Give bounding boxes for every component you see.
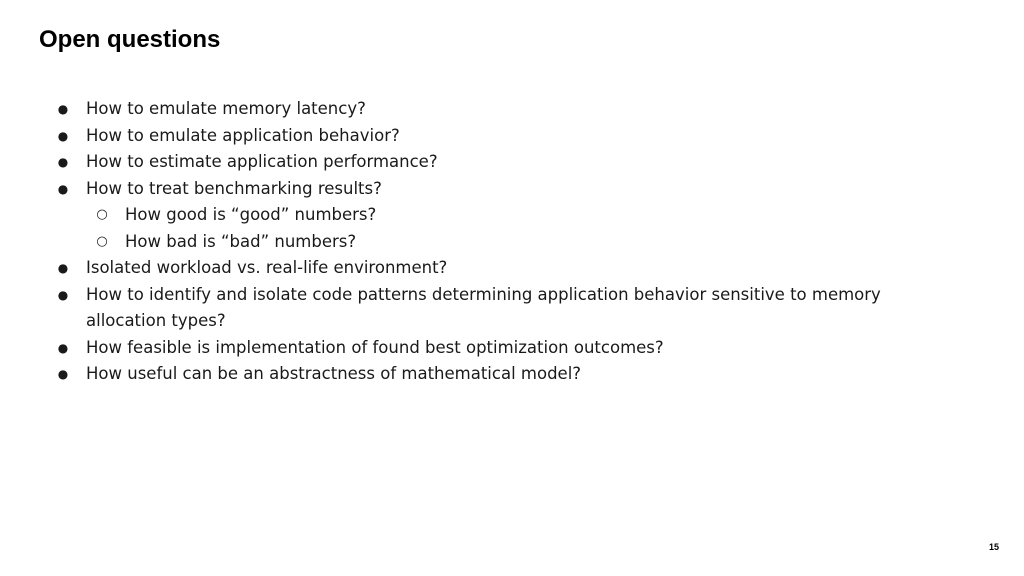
bullet-icon: ● xyxy=(57,181,69,196)
bullet-icon: ● xyxy=(57,287,69,302)
hollow-bullet-icon: ○ xyxy=(96,207,108,222)
list-item xyxy=(56,361,956,388)
hollow-bullet-icon: ○ xyxy=(96,233,108,249)
list-item-text: How useful can be an abstractness of mathematical model? xyxy=(86,364,582,383)
list-item-text: How to emulate memory latency? xyxy=(86,99,366,118)
bullet-icon: ● xyxy=(57,261,69,275)
bullet-icon: ● xyxy=(57,102,69,116)
list-item-text: Isolated workload vs. real-life environment? xyxy=(86,258,448,277)
list-item xyxy=(56,335,956,362)
list-item xyxy=(56,176,956,203)
list-item-text: How to treat benchmarking results? xyxy=(86,178,382,198)
question-list xyxy=(56,96,956,388)
list-item xyxy=(56,282,956,335)
list-item-text: How feasible is implementation of found best optimization outcomes? xyxy=(86,337,664,357)
list-item xyxy=(56,255,956,282)
sub-list-item xyxy=(56,229,956,256)
list-item-text: How to emulate application behavior? xyxy=(86,125,400,145)
list-item xyxy=(56,149,956,176)
list-item-text: How bad is “bad” numbers? xyxy=(125,231,357,251)
bullet-icon: ● xyxy=(57,367,69,381)
list-item-text: How to identify and isolate code patterns determining application behavior sensitive to memory allocation types? xyxy=(86,284,881,330)
bullet-icon: ● xyxy=(57,340,69,355)
sub-list-item xyxy=(56,202,956,229)
list-item xyxy=(56,123,956,150)
bullet-icon: ● xyxy=(57,155,69,169)
list-item xyxy=(56,96,956,123)
page-number: 15 xyxy=(988,542,999,552)
list-item-text: How to estimate application performance? xyxy=(86,152,438,171)
slide-title: Open questions xyxy=(39,26,221,53)
bullet-icon: ● xyxy=(57,128,69,143)
list-item-text: How good is “good” numbers? xyxy=(125,205,377,224)
